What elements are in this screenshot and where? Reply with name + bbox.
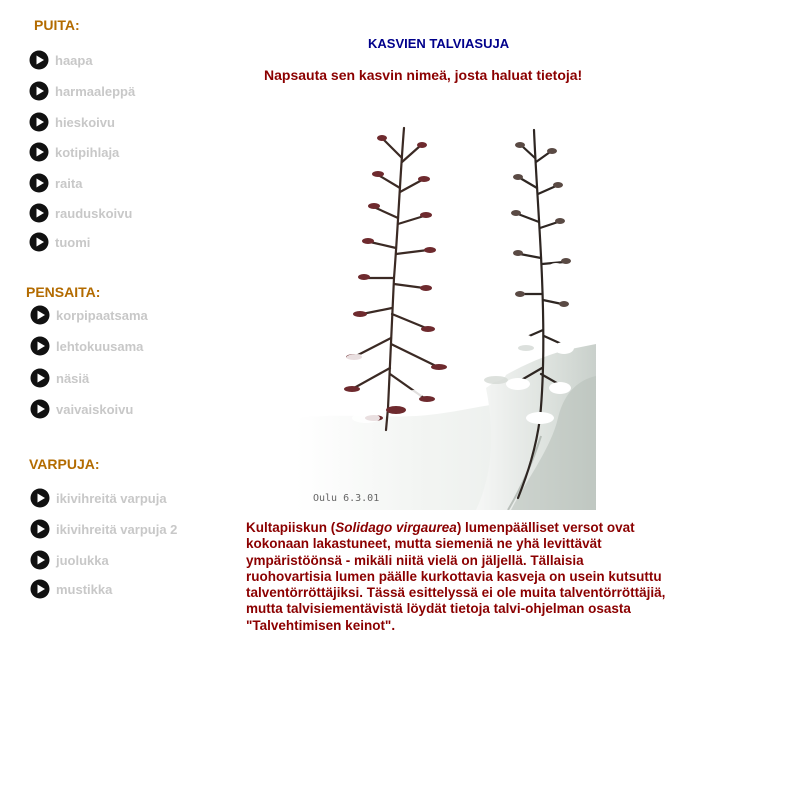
nav-item-haapa[interactable] <box>29 50 93 70</box>
play-circle-icon <box>30 519 50 539</box>
nav-item-raita[interactable] <box>29 173 82 193</box>
instruction-text: Napsauta sen kasvin nimeä, josta haluat tietoja! <box>264 67 583 83</box>
play-circle-icon <box>30 305 50 325</box>
nav-item-rauduskoivu[interactable] <box>29 203 132 223</box>
nav-item-label: kotipihlaja <box>55 144 120 160</box>
nav-item-mustikka[interactable] <box>30 579 112 599</box>
nav-item-tuomi[interactable] <box>29 232 90 252</box>
nav-item-ikivihreita-varpuja-2[interactable] <box>30 519 177 539</box>
nav-item-label: tuomi <box>55 234 91 250</box>
section-title-dwarf-shrubs: VARPUJA: <box>29 456 100 472</box>
play-circle-icon <box>30 336 50 356</box>
nav-item-label: harmaaleppä <box>55 83 136 99</box>
play-circle-icon <box>29 81 49 101</box>
description-text <box>246 520 666 634</box>
description-prefix: Kultapiiskun ( <box>246 520 336 535</box>
nav-item-vaivaiskoivu[interactable] <box>30 399 133 419</box>
nav-item-label: lehtokuusama <box>56 338 144 354</box>
play-circle-icon <box>29 142 49 162</box>
description-suffix: ) lumenpäälliset versot ovat kokonaan lakastuneet, mutta siemeniä ne yhä levittävät ympäristöönsä - mikäli niitä vielä on jäljellä. Tällaisia ruohovartisia lumen päälle kurkottavia kasveja on usein kutsuttu talventörröttäjiksi. Tässä esittelyssä ei ole muita talventörröttäjiä, mutta talvisiementävistä löydät tietoja talvi-ohjelman osasta "Talvehtimisen keinot". <box>246 520 666 633</box>
play-circle-icon <box>29 112 49 132</box>
play-circle-icon <box>30 488 50 508</box>
play-circle-icon <box>29 232 49 252</box>
play-circle-icon <box>29 173 49 193</box>
nav-item-label: vaivaiskoivu <box>56 401 134 417</box>
nav-item-label: ikivihreitä varpuja 2 <box>56 521 178 537</box>
nav-item-label: mustikka <box>56 581 113 597</box>
photo-caption: Oulu 6.3.01 <box>313 493 380 504</box>
section-title-shrubs: PENSAITA: <box>26 284 101 300</box>
nav-item-harmaaleppa[interactable] <box>29 81 135 101</box>
play-circle-icon <box>30 579 50 599</box>
nav-item-label: korpipaatsama <box>56 307 148 323</box>
play-circle-icon <box>29 50 49 70</box>
nav-item-lehtokuusama[interactable] <box>30 336 143 356</box>
play-circle-icon <box>30 368 50 388</box>
section-title-trees: PUITA: <box>34 17 80 33</box>
nav-item-kotipihlaja[interactable] <box>29 142 119 162</box>
nav-item-hieskoivu[interactable] <box>29 112 115 132</box>
nav-item-korpipaatsama[interactable] <box>30 305 148 325</box>
nav-item-ikivihreita-varpuja[interactable] <box>30 488 167 508</box>
plant-photo <box>296 118 596 510</box>
nav-item-label: haapa <box>55 52 93 68</box>
nav-item-label: näsiä <box>56 370 90 386</box>
species-name: Solidago virgaurea <box>335 520 457 535</box>
play-circle-icon <box>29 203 49 223</box>
nav-item-label: juolukka <box>56 552 109 568</box>
play-circle-icon <box>30 399 50 419</box>
nav-item-label: ikivihreitä varpuja <box>56 490 167 506</box>
play-circle-icon <box>30 550 50 570</box>
nav-item-nasia[interactable] <box>30 368 89 388</box>
nav-item-label: raita <box>55 175 83 191</box>
nav-item-label: hieskoivu <box>55 114 115 130</box>
page-title: KASVIEN TALVIASUJA <box>368 36 510 51</box>
nav-item-label: rauduskoivu <box>55 205 133 221</box>
nav-item-juolukka[interactable] <box>30 550 109 570</box>
